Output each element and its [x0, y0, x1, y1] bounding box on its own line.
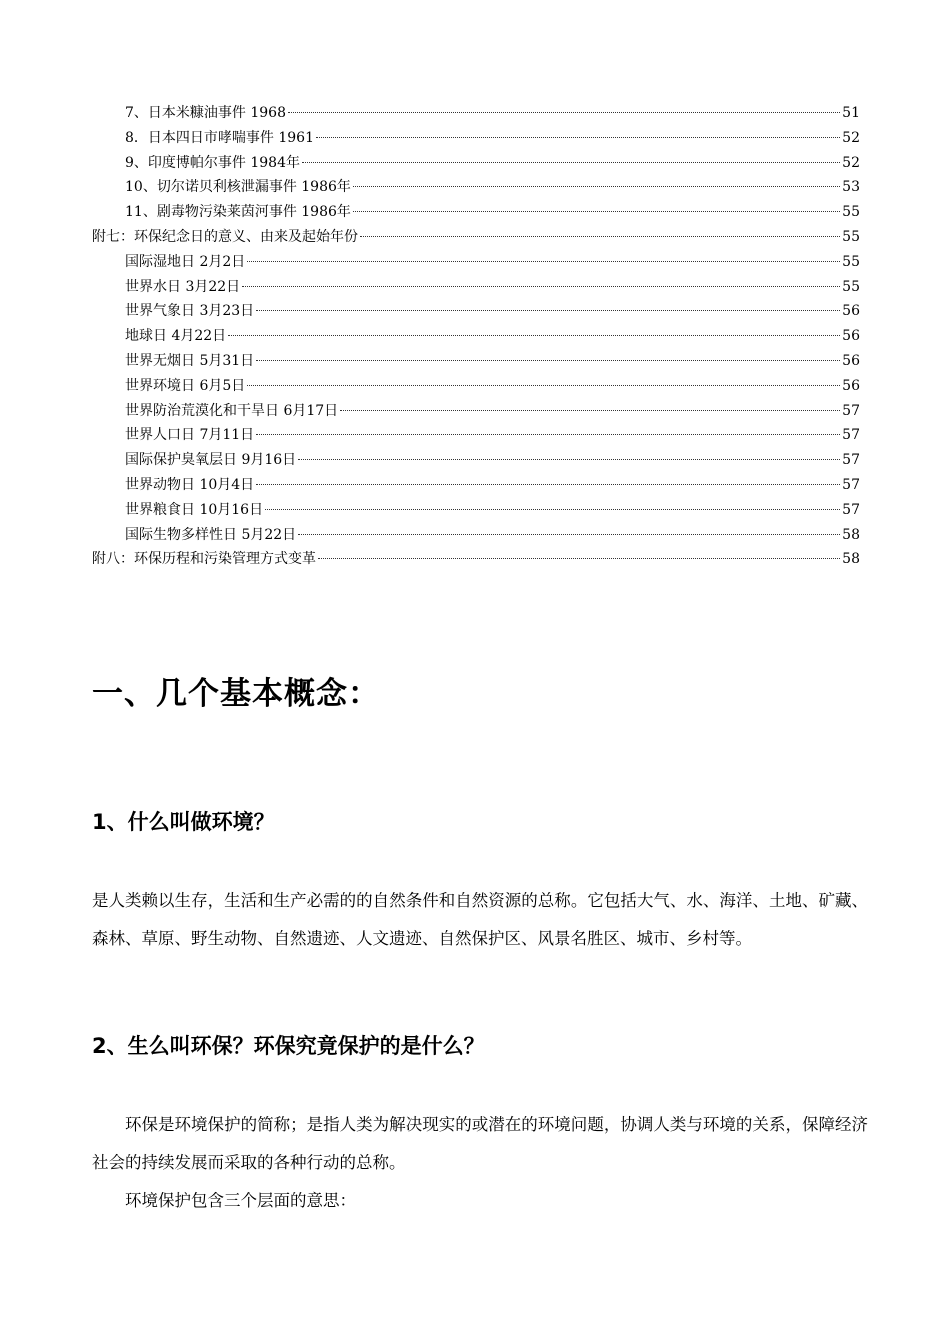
toc-entry[interactable]: [92, 423, 860, 448]
toc-entry[interactable]: [92, 200, 860, 225]
toc-entry-label: 世界粮食日 10月16日: [125, 501, 264, 518]
toc-entry-label: 国际生物多样性日 5月22日: [125, 526, 297, 543]
toc-entry-page-number: 56: [842, 328, 860, 345]
toc-dot-leader: [302, 162, 840, 163]
toc-entry-page-number: 51: [842, 105, 860, 121]
toc-entry-page-number: 57: [842, 476, 860, 493]
toc-entry-page-number: 55: [842, 204, 860, 221]
toc-entry-page-number: 55: [842, 228, 860, 245]
toc-entry-label: 世界人口日 7月11日: [125, 427, 255, 444]
toc-entry-page-number: 52: [842, 154, 860, 171]
toc-entry-label: 世界防治荒漠化和干旱日 6月17日: [125, 402, 339, 419]
toc-dot-leader: [256, 434, 840, 435]
toc-entry-label: 国际湿地日 2月2日: [125, 253, 246, 270]
toc-entry-page-number: 57: [842, 402, 860, 419]
toc-entry-page-number: 53: [842, 179, 860, 196]
toc-entry[interactable]: [92, 473, 860, 498]
toc-dot-leader: [298, 534, 840, 535]
toc-entry[interactable]: [92, 324, 860, 349]
toc-entry-page-number: 55: [842, 253, 860, 270]
toc-entry[interactable]: [92, 349, 860, 374]
toc-entry-label: 10、切尔诺贝利核泄漏事件 1986年: [125, 179, 351, 196]
toc-entry-label: 世界动物日 10月4日: [125, 476, 255, 493]
toc-entry-label: 附八：环保历程和污染管理方式变革: [92, 551, 316, 568]
toc-dot-leader: [360, 236, 840, 237]
toc-dot-leader: [247, 385, 840, 386]
toc-entry-page-number: 58: [842, 526, 860, 543]
toc-dot-leader: [247, 261, 840, 262]
toc-entry[interactable]: [92, 523, 860, 548]
toc-entry-label: 世界气象日 3月23日: [125, 303, 255, 320]
toc-entry[interactable]: [92, 374, 860, 399]
toc-entry[interactable]: [92, 175, 860, 200]
toc-dot-leader: [256, 360, 840, 361]
toc-dot-leader: [228, 335, 840, 336]
toc-dot-leader: [256, 310, 840, 311]
toc-entry-page-number: 56: [842, 303, 860, 320]
table-of-contents: [92, 101, 860, 572]
toc-entry-label: 地球日 4月22日: [125, 328, 227, 345]
toc-entry-label: 7、日本米糠油事件 1968: [125, 105, 286, 121]
toc-entry-page-number: 52: [842, 129, 860, 146]
toc-entry-page-number: 57: [842, 501, 860, 518]
toc-entry-page-number: 55: [842, 278, 860, 295]
toc-entry-page-number: 56: [842, 377, 860, 394]
answer-paragraph-environment: 是人类赖以生存，生活和生产必需的的自然条件和自然资源的总称。它包括大气、水、海洋、土地、矿藏、森林、草原、野生动物、自然遗迹、人文遗迹、自然保护区、风景名胜区、城市、乡村等。: [92, 891, 868, 948]
toc-entry-label: 8．日本四日市哮喘事件 1961: [125, 129, 314, 146]
toc-entry-label: 世界环境日 6月5日: [125, 377, 246, 394]
toc-entry-label: 11、剧毒物污染莱茵河事件 1986年: [125, 204, 351, 221]
toc-entry-page-number: 57: [842, 427, 860, 444]
toc-entry-label: 世界无烟日 5月31日: [125, 352, 255, 369]
toc-dot-leader: [340, 410, 840, 411]
toc-entry-page-number: 56: [842, 352, 860, 369]
question-heading-environment: 1、什么叫做环境？: [92, 810, 275, 834]
toc-entry-label: 9、印度博帕尔事件 1984年: [125, 154, 300, 171]
toc-entry[interactable]: [92, 498, 860, 523]
question-heading-environmental-protection: 2、生么叫环保？环保究竟保护的是什么？: [92, 1034, 485, 1058]
toc-dot-leader: [318, 558, 840, 559]
toc-entry[interactable]: [92, 399, 860, 424]
toc-entry[interactable]: [92, 225, 860, 250]
answer-paragraph-environmental-protection: 环保是环境保护的简称；是指人类为解决现实的或潜在的环境问题，协调人类与环境的关系，保障经济社会的持续发展而采取的各种行动的总称。: [92, 1115, 868, 1172]
toc-entry-page-number: 58: [842, 551, 860, 568]
toc-entry[interactable]: [92, 299, 860, 324]
toc-entry-label: 国际保护臭氧层日 9月16日: [125, 452, 297, 469]
toc-dot-leader: [265, 509, 840, 510]
toc-dot-leader: [242, 286, 840, 287]
toc-entry[interactable]: [92, 126, 860, 151]
toc-dot-leader: [288, 112, 840, 113]
toc-entry-page-number: 57: [842, 452, 860, 469]
toc-dot-leader: [256, 484, 840, 485]
toc-dot-leader: [316, 137, 840, 138]
toc-dot-leader: [353, 186, 840, 187]
toc-entry[interactable]: [92, 250, 860, 275]
toc-entry-label: 世界水日 3月22日: [125, 278, 241, 295]
toc-entry[interactable]: [92, 151, 860, 176]
paragraph-three-levels: 环境保护包含三个层面的意思：: [125, 1191, 356, 1210]
toc-entry[interactable]: [92, 101, 860, 126]
section-title: 一、几个基本概念：: [92, 676, 380, 712]
toc-dot-leader: [353, 211, 840, 212]
toc-dot-leader: [298, 459, 840, 460]
toc-entry-label: 附七：环保纪念日的意义、由来及起始年份: [92, 228, 358, 245]
toc-entry[interactable]: [92, 275, 860, 300]
toc-entry[interactable]: [92, 547, 860, 572]
toc-entry[interactable]: [92, 448, 860, 473]
